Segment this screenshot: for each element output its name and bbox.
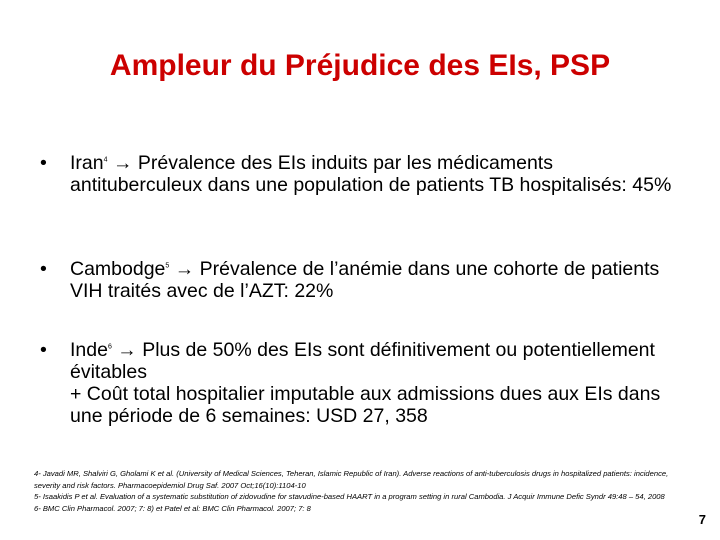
arrow-icon: → (174, 258, 195, 280)
arrow-icon: → (117, 339, 137, 361)
bullet-cambodge (40, 258, 680, 302)
bullet-country: Iran (70, 152, 104, 174)
bullet-text: Prévalence des EIs induits par les médicaments antituberculeux dans une population de patients TB hospitalisés: 45% (70, 152, 672, 196)
bullet-marker: • (40, 339, 47, 361)
bullet-inde (40, 339, 680, 427)
bullet-marker: • (40, 258, 47, 280)
reference-item: 6- BMC Clin Pharmacol. 2007; 7: 8) et Patel et al: BMC Clin Pharmacol. 2007; 7: 8 (34, 503, 311, 513)
slide-title: Ampleur du Préjudice des EIs, PSP (109, 49, 611, 82)
bullet-text: Prévalence de l’anémie dans une cohorte de patients VIH traités avec de l’AZT: 22% (70, 258, 660, 302)
bullet-text: Plus de 50% des EIs sont définitivement ou potentiellement évitables (70, 339, 655, 383)
bullet-country: Cambodge (70, 258, 166, 280)
arrow-icon: → (112, 152, 133, 174)
references (34, 468, 674, 514)
bullet-marker: • (40, 152, 47, 174)
reference-item: 5- Isaakidis P et al. Evaluation of a systematic substitution of zidovudine for stavudine-based HAART in a program setting in rural Cambodia. J Acquir Immune Defic Syndr 49:48 – 54, 2008 (34, 492, 665, 501)
bullet-iran (40, 152, 680, 196)
page-number: 7 (698, 512, 706, 527)
bullet-country: Inde (70, 339, 108, 361)
reference-item: 4- Javadi MR, Shalviri G, Gholami K et al. (University of Medical Sciences, Teheran, Islamic Republic of Iran). Adverse reactions of anti-tuberculosis drugs in hospitalized patients: incidence, severity and risk factors. Pharmacoepidemiol Drug Saf. 2007 Oct;16(10):1104-10 (34, 469, 669, 490)
reference-superscript: 4 (103, 156, 108, 164)
reference-superscript: 6 (107, 343, 112, 351)
bullet-extra-text: + Coût total hospitalier imputable aux admissions dues aux EIs dans une période de 6 semaines: USD 27, 358 (70, 383, 661, 427)
reference-superscript: 5 (165, 262, 170, 270)
